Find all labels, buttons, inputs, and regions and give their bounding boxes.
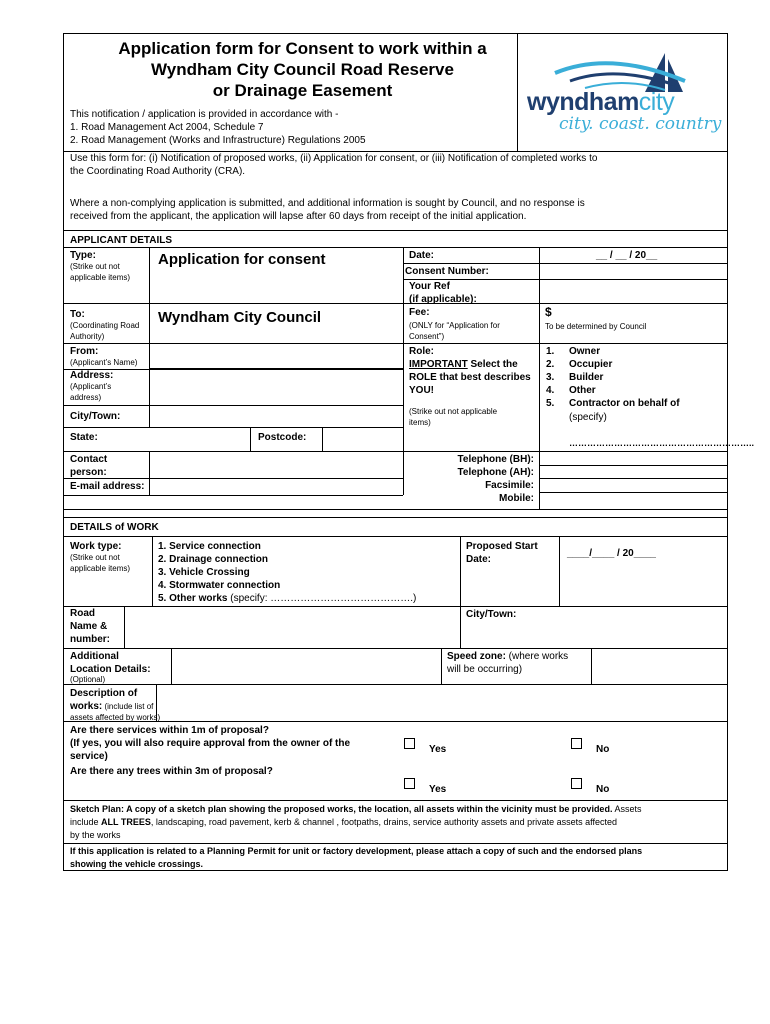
- location-label: Additional Location Details:: [70, 651, 151, 675]
- trees-no-label: No: [596, 784, 610, 795]
- work-type-note: (Strike out not applicable items): [70, 553, 131, 573]
- to-value[interactable]: Wyndham City Council: [158, 309, 322, 326]
- contact-label: Contact person:: [70, 454, 108, 478]
- type-label: Type:: [70, 250, 96, 261]
- work-type-option[interactable]: 5. Other works (specify: …………………………………….): [158, 593, 417, 604]
- role-option[interactable]: 4. Other: [546, 385, 596, 396]
- work-type-options: [158, 540, 416, 605]
- trees-yes-checkbox[interactable]: [404, 778, 415, 789]
- road-label: Road Name & number:: [70, 608, 110, 645]
- work-type-option[interactable]: 1. Service connection: [158, 541, 261, 552]
- consent-number-label: Consent Number:: [405, 266, 489, 277]
- fee-value: To be determined by Council: [545, 322, 647, 331]
- fee-symbol: $: [545, 305, 552, 319]
- role-specify: (specify): [569, 412, 607, 423]
- work-section-title: DETAILS of WORK: [70, 522, 159, 533]
- date-field[interactable]: __ / __ / 20__: [596, 250, 658, 261]
- form-title: Application form for Consent to work within a Wyndham City Council Road Reserve or Drainage Easement: [118, 39, 487, 100]
- logo-wordmark: wyndhamcity: [527, 88, 675, 116]
- to-note: (Coordinating Road Authority): [70, 321, 140, 341]
- logo-tagline: city. coast. country: [559, 114, 722, 134]
- trees-no-checkbox[interactable]: [571, 778, 582, 789]
- role-strike-note: (Strike out not applicable items): [409, 407, 498, 427]
- work-city-label: City/Town:: [466, 609, 517, 620]
- trees-yes-label: Yes: [429, 784, 447, 795]
- type-note: (Strike out not applicable items): [70, 262, 131, 282]
- start-date-label: Proposed Start Date:: [466, 541, 538, 565]
- role-specify-line[interactable]: ……………………………………………………..: [569, 438, 755, 448]
- description-label: Description of works: (include list of assets affected by works): [70, 688, 161, 722]
- role-option[interactable]: 5. Contractor on behalf of: [546, 398, 680, 409]
- email-label: E-mail address:: [70, 481, 145, 492]
- trees-question: Are there any trees within 3m of proposal?: [70, 766, 273, 777]
- address-label: Address:: [70, 370, 114, 381]
- to-label: To:: [70, 309, 85, 320]
- intro-text: This notification / application is provided in accordance with - 1. Road Management Act 2004, Schedule 7 2. Road Management (Works and Infrastructure) Regulations 2005: [70, 109, 366, 146]
- services-question: Are there services within 1m of proposal? (If yes, you will also require approval from the owner of the service): [70, 725, 351, 762]
- role-label: Role:: [409, 346, 434, 357]
- services-yes-checkbox[interactable]: [404, 738, 415, 749]
- from-note: (Applicant’s Name): [70, 358, 138, 367]
- speed-zone-label: Speed zone: (where works will be occurring): [447, 651, 569, 675]
- postcode-label: Postcode:: [258, 432, 307, 443]
- planning-permit-note: If this application is related to a Planning Permit for unit or factory development, please attach a copy of such and the endorsed plans showing the vehicle crossings.: [70, 846, 643, 869]
- role-instructions: IMPORTANT Select the ROLE that best describes YOU!: [409, 359, 531, 396]
- start-date-field[interactable]: ____/____ / 20____: [567, 548, 656, 559]
- lapse-notice: Where a non-complying application is submitted, and additional information is sought by Council, and no response is received from the applicant, the application will lapse after 60 days from receipt of the initial application.: [70, 198, 585, 222]
- applicant-section-title: APPLICANT DETAILS: [70, 235, 173, 246]
- location-note: (Optional): [70, 675, 106, 684]
- services-no-label: No: [596, 744, 610, 755]
- fee-note: (ONLY for “Application for Consent”): [409, 321, 500, 341]
- applicant-name-input[interactable]: [149, 343, 403, 369]
- work-type-option[interactable]: 3. Vehicle Crossing: [158, 567, 250, 578]
- state-label: State:: [70, 432, 98, 443]
- work-type-option[interactable]: 4. Stormwater connection: [158, 580, 281, 591]
- role-option[interactable]: 1. Owner: [546, 346, 601, 357]
- city-label: City/Town:: [70, 411, 121, 422]
- services-yes-label: Yes: [429, 744, 447, 755]
- your-ref-label: Your Ref (if applicable):: [409, 281, 477, 305]
- fee-label: Fee:: [409, 307, 430, 318]
- type-value[interactable]: Application for consent: [158, 251, 326, 268]
- wyndham-logo: [515, 45, 722, 140]
- date-label: Date:: [409, 250, 435, 261]
- role-options: [546, 345, 680, 410]
- address-note: (Applicant’s address): [70, 382, 112, 402]
- role-option[interactable]: 2. Occupier: [546, 359, 613, 370]
- from-label: From:: [70, 346, 99, 357]
- contact-phone-labels: Telephone (BH): Telephone (AH): Facsimile: Mobile:: [457, 454, 534, 504]
- work-type-option[interactable]: 2. Drainage connection: [158, 554, 269, 565]
- services-no-checkbox[interactable]: [571, 738, 582, 749]
- use-instructions: Use this form for: (i) Notification of proposed works, (ii) Application for consent, or (iii) Notification of completed works to the Coordinating Road Authority (CRA).: [70, 153, 598, 177]
- sketch-plan-note: Sketch Plan: A copy of a sketch plan showing the proposed works, the location, all assets within the vicinity must be provided. Assets include ALL TREES, landscaping, road pavement, kerb & channel , footpaths, drains, service authority assets and private assets affected by the works: [70, 804, 642, 840]
- role-option[interactable]: 3. Builder: [546, 372, 604, 383]
- work-type-label: Work type:: [70, 541, 122, 552]
